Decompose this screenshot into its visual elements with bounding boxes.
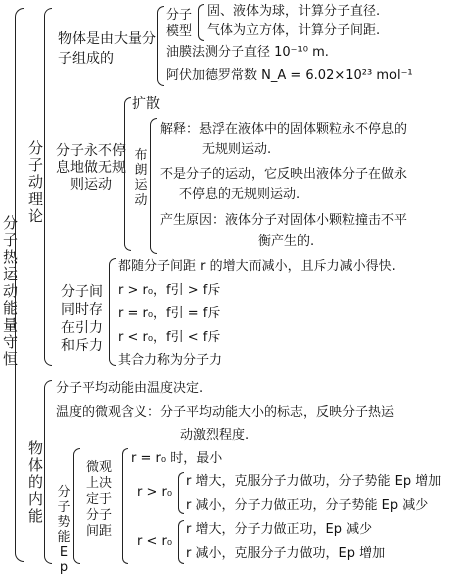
forces-item-eq: r = r₀，f引 = f斥 <box>118 306 221 321</box>
brownian-not-molecule: 不是分子的运动，它反映出液体分子在做永 <box>160 167 408 182</box>
r-greater-brace <box>178 472 184 514</box>
root-title: 分子热运动能量守恒 <box>2 214 18 368</box>
r-equal-r0: r = r₀ 时，最小 <box>131 451 223 466</box>
r-less-brace <box>178 520 184 564</box>
potential-energy-label: 分子势能Ep <box>57 485 71 575</box>
r-greater-r0: r > r₀ <box>137 485 173 500</box>
forces-item-decrease: 都随分子间距 r 的增大而减小，且斥力减小得快. <box>118 259 396 274</box>
potential-energy-brace <box>73 448 80 564</box>
section2-title: 物体的内能 <box>27 439 43 525</box>
model-item-cube: 气体为立方体，计算分子间距. <box>207 23 381 38</box>
micro-label: 微观上决定于分子间距 <box>85 460 112 539</box>
diffusion: 扩散 <box>132 96 160 112</box>
section2-brace <box>44 380 52 564</box>
section1-title: 分子动理论 <box>27 139 43 225</box>
motion-brace <box>124 97 131 251</box>
brownian-cause: 产生原因：液体分子对固体小颗粒撞击不平 <box>160 213 408 228</box>
root-brace <box>15 8 24 562</box>
brownian-brace <box>150 118 157 254</box>
micro-brace <box>122 448 128 564</box>
forces-item-lt: r < r₀，f引 < f斥 <box>118 330 221 345</box>
forces-item-gt: r > r₀，f引 > f斥 <box>118 283 221 298</box>
composition-brace <box>157 6 164 86</box>
model-item-sphere: 固、液体为球，计算分子直径. <box>207 4 381 19</box>
model-brace <box>198 4 204 41</box>
composition-label: 物体是由大量分子组成的 <box>58 31 156 67</box>
brownian-explain-cont: 无规则运动. <box>202 142 272 157</box>
forces-item-net: 其合力称为分子力 <box>118 353 223 368</box>
brownian-explain: 解释：悬浮在液体中的固体颗粒永不停息的 <box>160 122 408 137</box>
forces-label: 分子间同时存在引力和斥力 <box>61 284 103 354</box>
model-label: 分子模型 <box>166 8 193 39</box>
r-lt-increase: r 增大，分子力做正功，Ep 减少 <box>186 522 373 537</box>
brownian-cause-cont: 衡产生的. <box>258 234 315 249</box>
brownian-label: 布朗运动 <box>134 148 148 208</box>
r-less-r0: r < r₀ <box>137 534 173 549</box>
brownian-not-molecule-cont: 不停息的无规则运动. <box>179 187 301 202</box>
motion-label: 分子永不停息地做无规则运动 <box>56 143 126 193</box>
forces-brace <box>109 258 116 366</box>
r-gt-decrease: r 减小，分子力做正功，分子势能 Ep 减少 <box>186 498 429 513</box>
temperature-meaning: 温度的微观含义：分子平均动能大小的标志，反映分子热运 <box>56 405 395 420</box>
temperature-meaning-cont: 动激烈程度. <box>180 428 250 443</box>
oil-film-method: 油膜法测分子直径 10⁻¹⁰ m. <box>166 45 329 60</box>
r-lt-decrease: r 减小，克服分子力做功，Ep 增加 <box>186 546 386 561</box>
avg-kinetic-energy: 分子平均动能由温度决定. <box>56 381 204 396</box>
r-gt-increase: r 增大，克服分子力做功，分子势能 Ep 增加 <box>186 474 442 489</box>
section1-brace <box>44 8 52 366</box>
avogadro-constant: 阿伏加德罗常数 N_A = 6.02×10²³ mol⁻¹ <box>166 68 413 83</box>
